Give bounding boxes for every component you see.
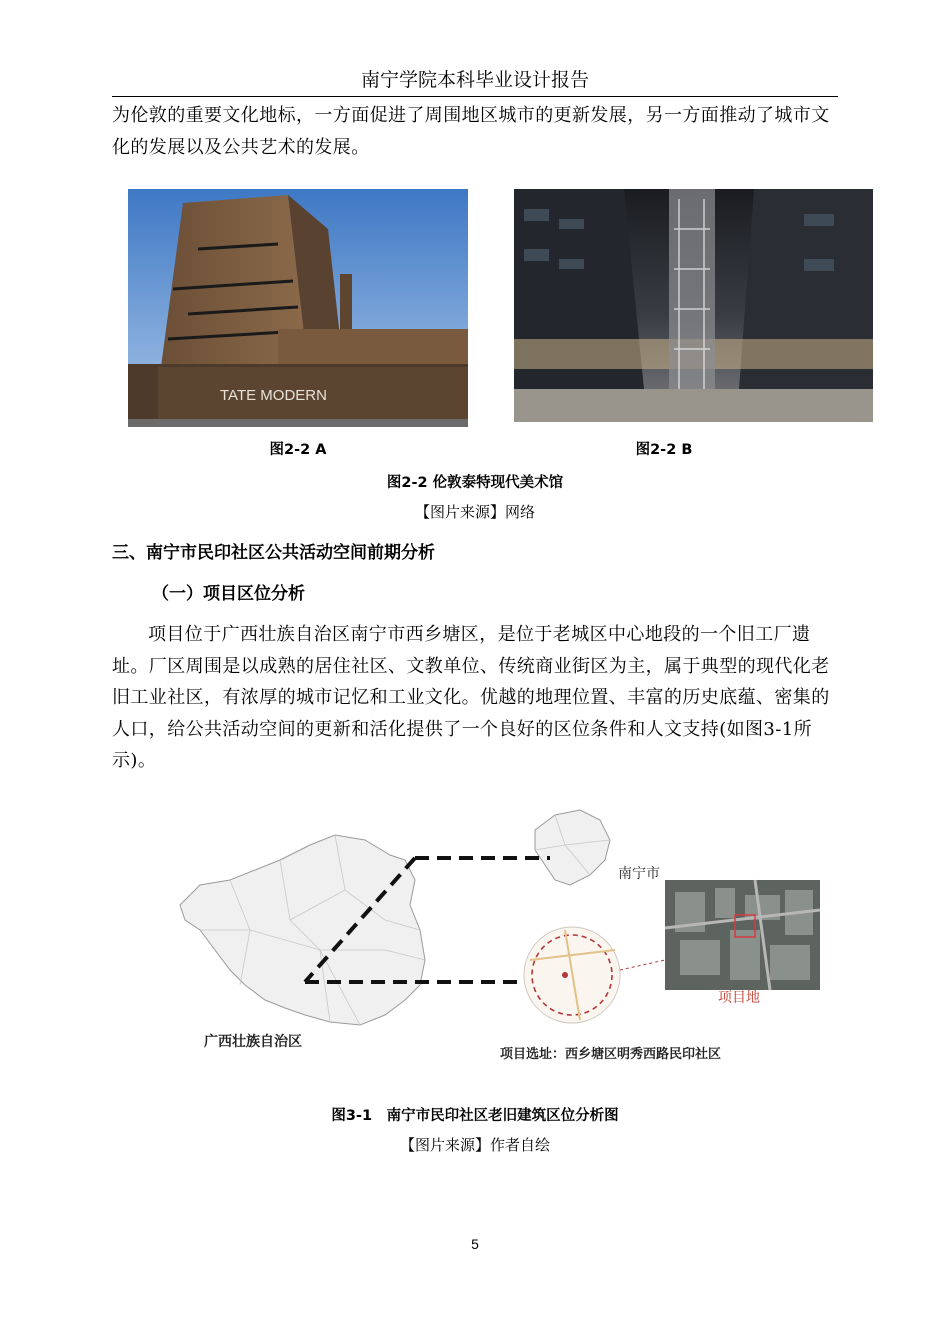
subsection-heading: （一）项目区位分析: [152, 584, 305, 604]
location-map-figure: [170, 800, 830, 1070]
section-body: 项目位于广西壮族自治区南宁市西乡塘区，是位于老城区中心地段的一个旧工厂遗址。厂区周围是以成熟的居住社区、文教单位、传统商业街区为主，属于典型的现代化老旧工业社区，有浓厚的城市记忆和工业文化。优越的地理位置、丰富的历史底蕴、密集的人口，给公共活动空间的更新和活化提供了一个良好的区位条件和人文支持(如图3-1所示)。: [112, 624, 830, 771]
photo-tate-interior: [514, 189, 873, 422]
header-title: 南宁学院本科毕业设计报告: [360, 69, 589, 91]
figure-3-1-caption: 图3-1 南宁市民印社区老旧建筑区位分析图: [331, 1108, 619, 1124]
figure-2-2a-caption: 图2-2 A: [269, 442, 327, 458]
tate-modern-sign: TATE MODERN: [220, 387, 327, 404]
figure-3-1-source: 【图片来源】作者自绘: [399, 1136, 550, 1154]
figure-2-2b-caption: 图2-2 B: [635, 442, 693, 458]
photo-tate-exterior: [128, 189, 468, 427]
aerial-photo: [665, 880, 820, 990]
intro-paragraph: 为伦敦的重要文化地标，一方面促进了周围地区城市的更新发展，另一方面推动了城市文化的发展以及公共艺术的发展。: [112, 105, 830, 158]
figure-2-2-caption: 图2-2 伦敦泰特现代美术馆: [386, 475, 564, 491]
page-header: [112, 66, 838, 97]
nanning-map: [535, 810, 610, 885]
label-address: 项目选址：西乡塘区明秀西路民印社区: [500, 1046, 722, 1061]
label-guangxi: 广西壮族自治区: [204, 1033, 302, 1049]
label-project-site: 项目地: [718, 989, 760, 1005]
figure-2-2-source: 【图片来源】网络: [414, 503, 535, 521]
page-number: 5: [471, 1236, 479, 1252]
section-heading: 三、南宁市民印社区公共活动空间前期分析: [112, 543, 435, 563]
label-nanning: 南宁市: [618, 865, 660, 881]
